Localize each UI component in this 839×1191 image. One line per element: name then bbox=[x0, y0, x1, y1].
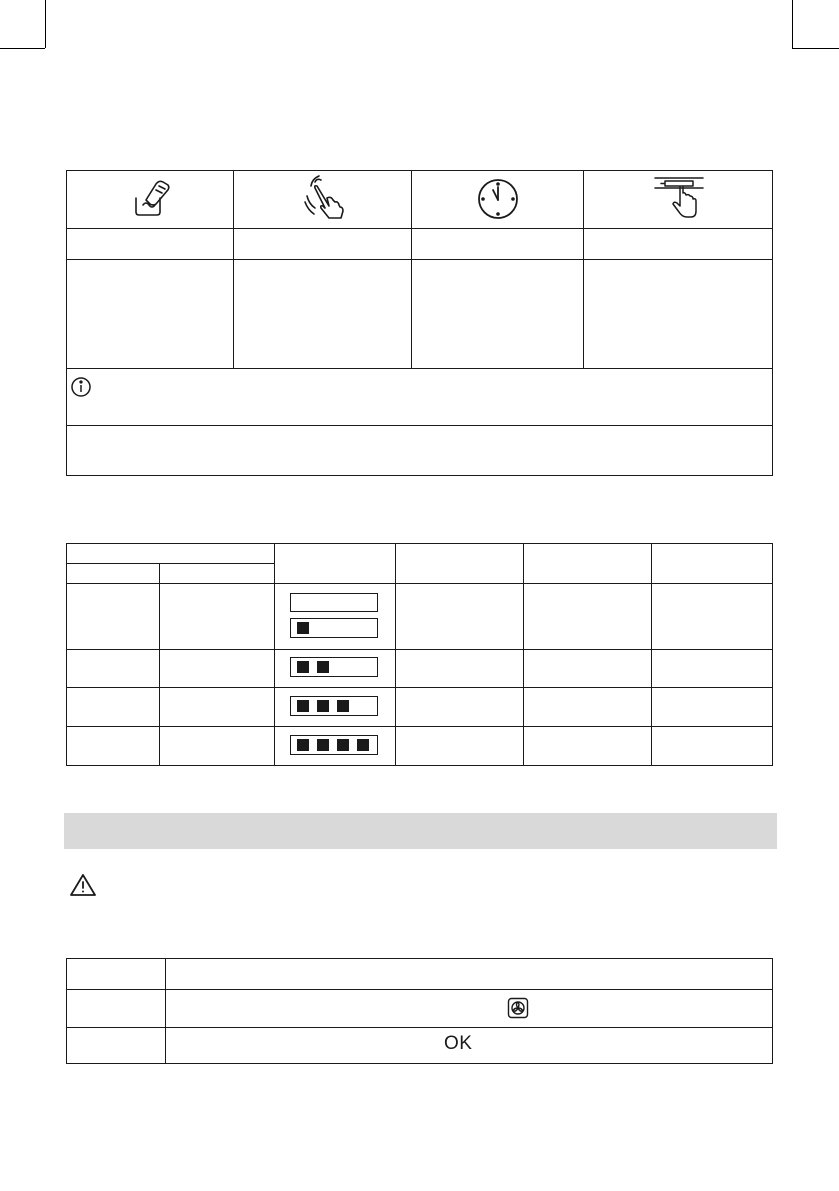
table-divider bbox=[66, 1027, 773, 1028]
level-segment bbox=[317, 661, 329, 673]
level-indicator bbox=[290, 618, 378, 638]
level-indicator bbox=[290, 657, 378, 677]
table-divider bbox=[66, 259, 773, 260]
crop-mark-top-right bbox=[792, 0, 793, 48]
level-segment bbox=[337, 700, 349, 712]
steps-table bbox=[66, 958, 773, 1064]
table-divider bbox=[66, 563, 274, 564]
table-divider bbox=[583, 170, 584, 368]
level-indicator bbox=[290, 735, 378, 755]
table-divider bbox=[66, 687, 773, 688]
table-divider bbox=[651, 543, 652, 766]
wipe-gesture-icon bbox=[303, 174, 349, 222]
table-divider bbox=[66, 583, 773, 584]
clock-icon bbox=[475, 176, 521, 222]
table-divider bbox=[66, 649, 773, 650]
table-divider bbox=[233, 170, 234, 368]
level-segment bbox=[317, 739, 329, 751]
level-segment bbox=[297, 700, 309, 712]
table-divider bbox=[395, 543, 396, 766]
table-divider bbox=[66, 368, 773, 369]
level-segment bbox=[297, 661, 309, 673]
level-segment bbox=[357, 739, 369, 751]
info-icon bbox=[70, 376, 92, 398]
table-divider bbox=[66, 989, 773, 990]
table-divider bbox=[66, 425, 773, 426]
table-divider bbox=[523, 543, 524, 766]
table-divider bbox=[66, 726, 773, 727]
table-divider bbox=[66, 228, 773, 229]
warning-icon bbox=[69, 873, 97, 897]
level-segment bbox=[297, 739, 309, 751]
level-segment bbox=[317, 700, 329, 712]
sponge-in-bowl-icon bbox=[128, 174, 174, 220]
crop-mark-top-left bbox=[45, 0, 46, 48]
level-table bbox=[66, 543, 773, 766]
crop-mark-top-left bbox=[0, 48, 45, 49]
level-indicator bbox=[290, 696, 378, 716]
table-divider bbox=[411, 170, 412, 368]
ok-symbol: OK bbox=[444, 1033, 473, 1054]
hand-pressing-slot-icon bbox=[653, 174, 705, 220]
section-header-band bbox=[64, 813, 777, 849]
crop-mark-top-right bbox=[792, 48, 839, 49]
level-segment bbox=[297, 622, 309, 634]
level-indicator bbox=[290, 593, 378, 612]
table-divider bbox=[274, 543, 275, 766]
fan-button-icon bbox=[507, 997, 529, 1019]
level-segment bbox=[337, 739, 349, 751]
table-divider bbox=[165, 958, 166, 1064]
table-divider bbox=[159, 563, 160, 766]
